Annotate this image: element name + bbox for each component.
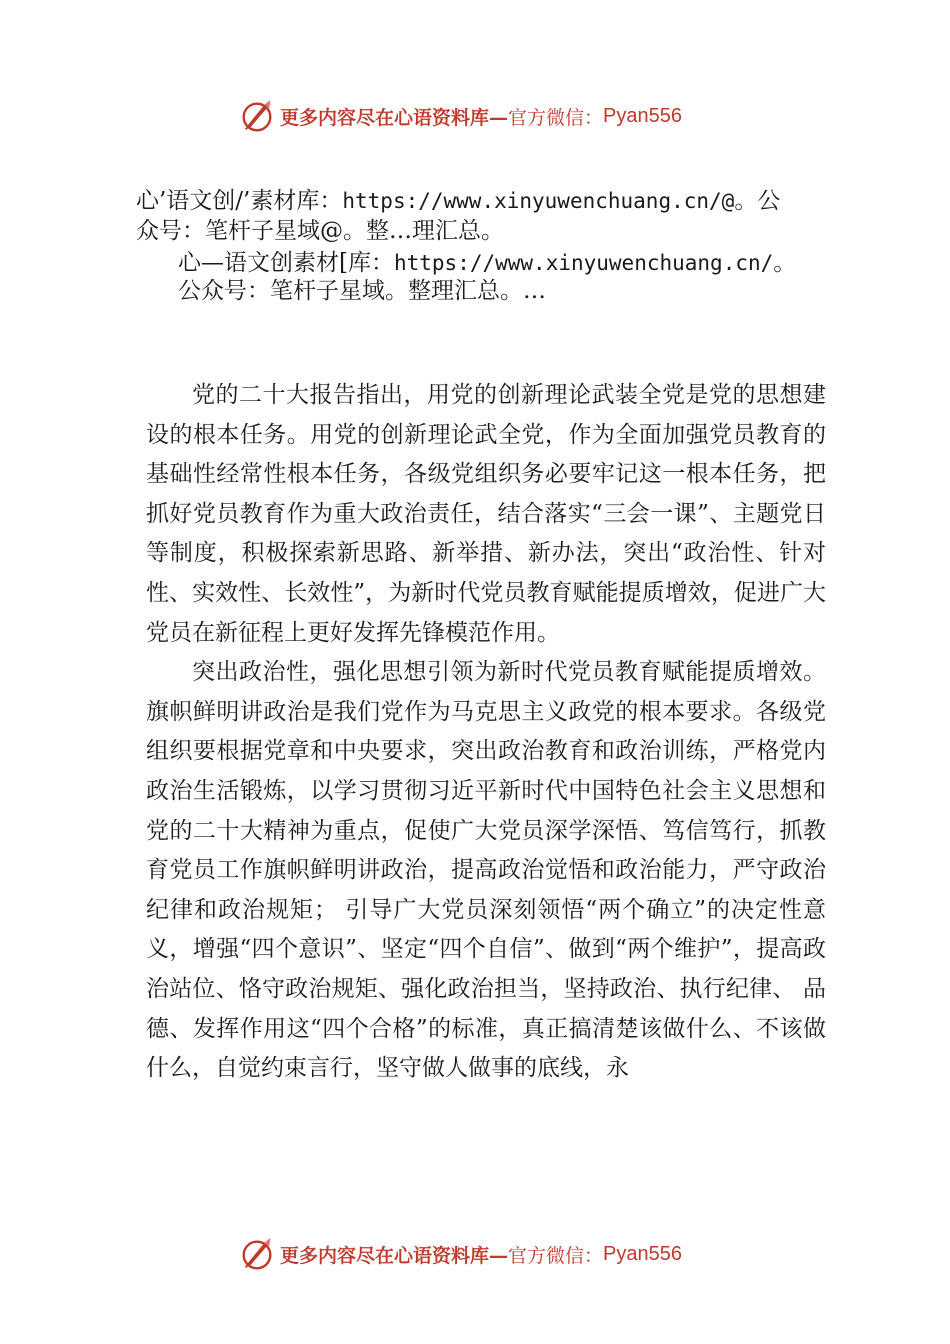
source-line-1 [136, 186, 780, 216]
article-body [146, 376, 826, 1089]
footer-banner [238, 1234, 682, 1274]
source-line-3-url: https://www.xinyuwenchuang.cn/ [393, 251, 774, 275]
source-line-1-suffix: 。公 [734, 188, 781, 214]
source-line-4: 公众号：笔杆子星域。整理汇总。… [178, 278, 546, 304]
paragraph-1: 党的二十大报告指出，用党的创新理论武装全党是党的思想建设的根本任务。用党的创新理论武全党，作为全面加强党员教育的基础性经常性根本任务，各级党组织务必要牢记这一根本任务，把抓好党员教育作为重大政治责任，结合落实“三会一课”、主题党日等制度，积极探索新思路、新举措、新办法，突出“政治性、针对性、实效性、长效性”，为新时代党员教育赋能提质增效，促进广大党员在新征程上更好发挥先锋模范作用。 [146, 382, 826, 646]
source-line-3-prefix: 心—语文创素材[库： [178, 250, 394, 276]
banner-wechat-label: 官方微信： [508, 1244, 604, 1267]
banner-wechat-id: Pyan556 [603, 1242, 682, 1265]
paragraph-2: 突出政治性，强化思想引领为新时代党员教育赋能提质增效。旗帜鲜明讲政治是我们党作为马克思主义政党的根本要求。各级党组织要根据党章和中央要求，突出政治教育和政治训练，严格党内政治生活锻炼，以学习贯彻习近平新时代中国特色社会主义思想和党的二十大精神为重点，促使广大党员深学深悟、笃信笃行，抓教育党员工作旗帜鲜明讲政治，提高政治觉悟和政治能力，严守政治纪律和政治规矩； 引导广大党员深刻领悟“两个确立”的决定性意义，增强“四个意识”、坚定“四个自信”、做到“两个维护”，提高政治站位、恪守政治规矩、强化政治担当，坚持政治、执行纪律、 品德、发挥作用这“四个合格”的标准，真正搞清楚该做什么、不该做什么，自觉约束言行，坚守做人做事的底线，永 [146, 659, 826, 1082]
quill-pen-logo-icon [238, 97, 276, 135]
banner-wechat-label: 官方微信： [508, 106, 604, 129]
source-line-2: 众号：笔杆子星域@。整…理汇总。 [136, 218, 504, 244]
source-line-1-url: https://www.xinyuwenchuang.cn/@ [342, 189, 735, 213]
source-line-1-prefix: 心’语文创/’素材库： [136, 188, 343, 214]
source-line-3 [178, 248, 796, 278]
banner-title: 更多内容尽在心语资料库— [280, 1244, 509, 1267]
source-line-3-suffix: 。 [773, 250, 797, 276]
header-banner [238, 96, 682, 136]
banner-wechat-id: Pyan556 [603, 104, 682, 127]
banner-title: 更多内容尽在心语资料库— [280, 106, 509, 129]
quill-pen-logo-icon [238, 1235, 276, 1273]
